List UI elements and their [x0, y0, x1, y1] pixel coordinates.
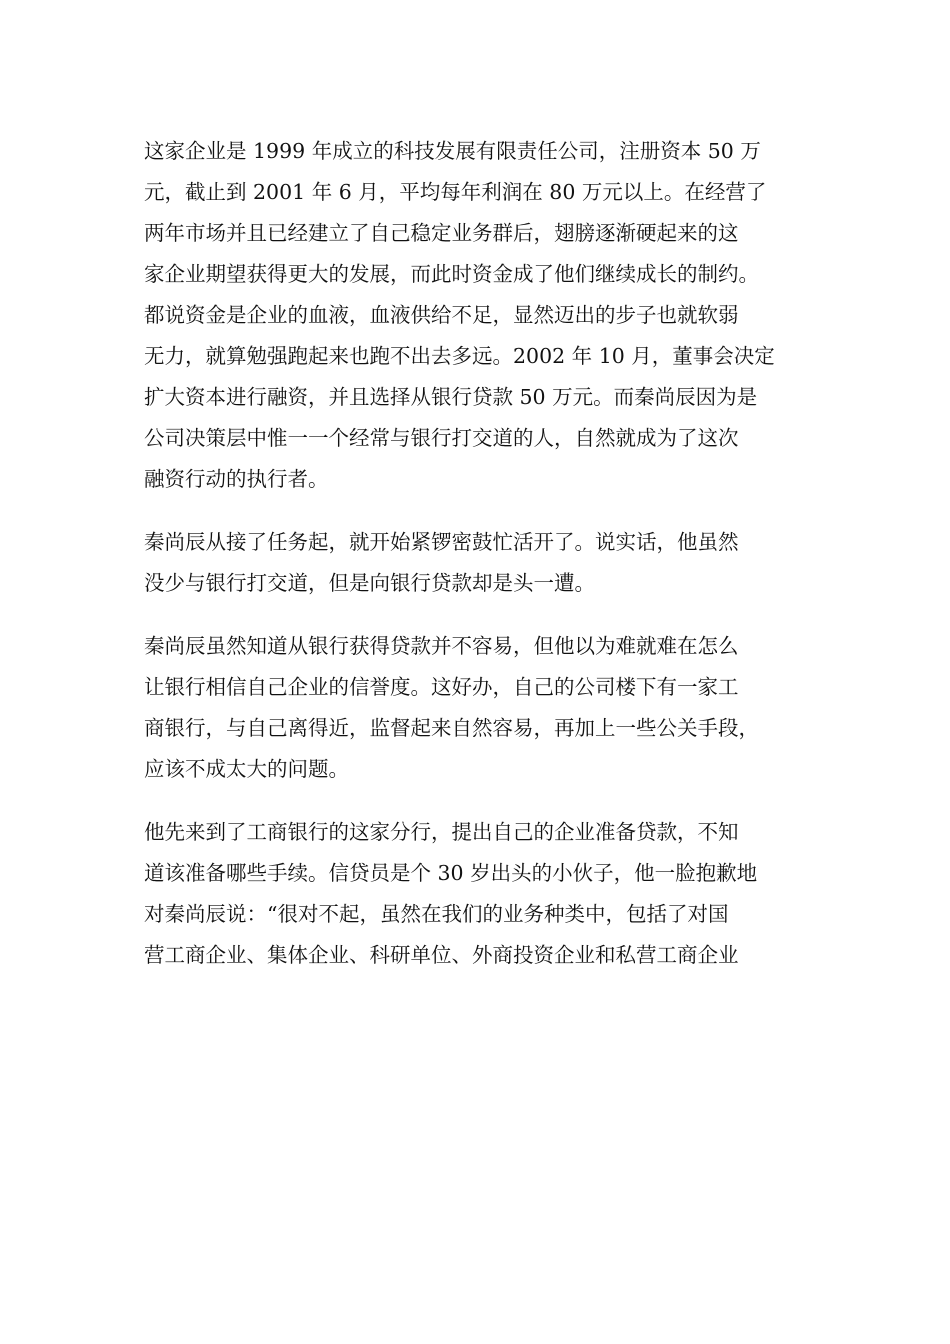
text-line: 应该不成太大的问题。: [144, 757, 349, 781]
text-line: 融资行动的执行者。: [144, 467, 329, 491]
paragraph-4: [144, 812, 808, 976]
text-line: 这家企业是 1999 年成立的科技发展有限责任公司，注册资本 50 万: [144, 139, 761, 163]
text-line: 他先来到了工商银行的这家分行，提出自己的企业准备贷款，不知: [144, 820, 739, 844]
text-line: 秦尚辰从接了任务起，就开始紧锣密鼓忙活开了。说实话，他虽然: [144, 530, 739, 554]
text-line: 没少与银行打交道，但是向银行贷款却是头一遭。: [144, 571, 595, 595]
text-line: 都说资金是企业的血液，血液供给不足，显然迈出的步子也就软弱: [144, 303, 739, 327]
document-body: [144, 131, 808, 998]
text-line: 营工商企业、集体企业、科研单位、外商投资企业和私营工商企业: [144, 943, 739, 967]
paragraph-3: [144, 626, 808, 790]
text-line: 公司决策层中惟一一个经常与银行打交道的人，自然就成为了这次: [144, 426, 739, 450]
text-line: 两年市场并且已经建立了自己稳定业务群后，翅膀逐渐硬起来的这: [144, 221, 739, 245]
text-line: 无力，就算勉强跑起来也跑不出去多远。2002 年 10 月，董事会决定: [144, 344, 775, 368]
text-line: 对秦尚辰说：“很对不起，虽然在我们的业务种类中，包括了对国: [144, 902, 729, 926]
text-line: 扩大资本进行融资，并且选择从银行贷款 50 万元。而秦尚辰因为是: [144, 385, 758, 409]
text-line: 让银行相信自己企业的信誉度。这好办，自己的公司楼下有一家工: [144, 675, 739, 699]
text-line: 家企业期望获得更大的发展，而此时资金成了他们继续成长的制约。: [144, 262, 759, 286]
text-line: 商银行，与自己离得近，监督起来自然容易，再加上一些公关手段，: [144, 716, 759, 740]
text-line: 道该准备哪些手续。信贷员是个 30 岁出头的小伙子，他一脸抱歉地: [144, 861, 758, 885]
text-line: 元，截止到 2001 年 6 月，平均每年利润在 80 万元以上。在经营了: [144, 180, 767, 204]
text-line: 秦尚辰虽然知道从银行获得贷款并不容易，但他以为难就难在怎么: [144, 634, 739, 658]
paragraph-2: [144, 522, 808, 604]
paragraph-1: [144, 131, 808, 500]
